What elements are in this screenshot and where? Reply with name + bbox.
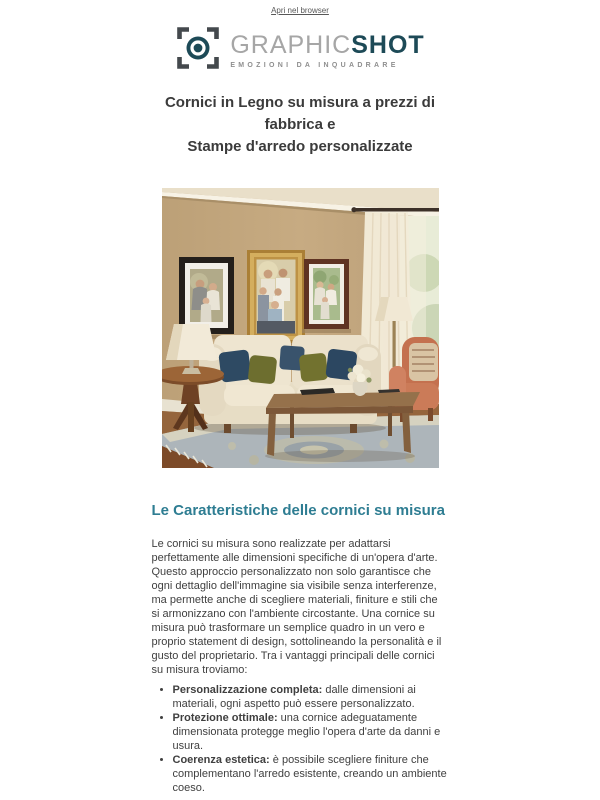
brand-tagline: EMOZIONI DA INQUADRARE [230, 62, 399, 69]
email-title: Cornici in Legno su misura a prezzi di fabbrica e Stampe d'arredo personalizzate [164, 94, 436, 155]
benefit-item-personalizzazione: • Personalizzazione completa: dalle dimensioni ai materiali, ogni aspetto può essere personalizzato. [173, 683, 449, 711]
open-in-browser-link[interactable]: Apri nel browser [271, 6, 329, 15]
section-heading: Le Caratteristiche delle cornici su misura [151, 502, 445, 519]
brand-logo [0, 25, 600, 76]
living-room-photo [162, 188, 439, 468]
article [152, 502, 449, 795]
section-paragraph: Le cornici su misura sono realizzate per adattarsi perfettamente alle dimensioni specifiche di un'opera d'arte. Questo approccio personalizzato non solo garantisce che ogni dettaglio dell'immagine sia visibile senza interferenze, ma permette anche di scegliere materiali, finiture e stili che si armonizzano con l'ambiente circostante. Una cornice su misura può trasformare un semplice quadro in un vero e proprio statement di design, sottolineando la personalità e il gusto del proprietario. Tra i vantaggi principali delle cornici su misura troviamo: [151, 538, 442, 676]
brand-name: GRAPHICSHOT [230, 31, 425, 59]
throw-blanket [409, 343, 438, 381]
gold-frame-photo [245, 250, 307, 345]
benefits-list [152, 683, 449, 795]
viewfinder-lens-icon [175, 25, 221, 76]
benefit-item-protezione: • Protezione ottimale: una cornice adeguatamente dimensionata protegge meglio l'opera d'arte da danni e usura. [173, 711, 449, 753]
brand-wordmark [230, 32, 424, 69]
brown-frame-photo [302, 259, 351, 333]
benefit-item-coerenza: • Coerenza estetica: è possibile scegliere finiture che complementano l'arredo esistente, creando un ambiente coeso. [173, 753, 449, 795]
